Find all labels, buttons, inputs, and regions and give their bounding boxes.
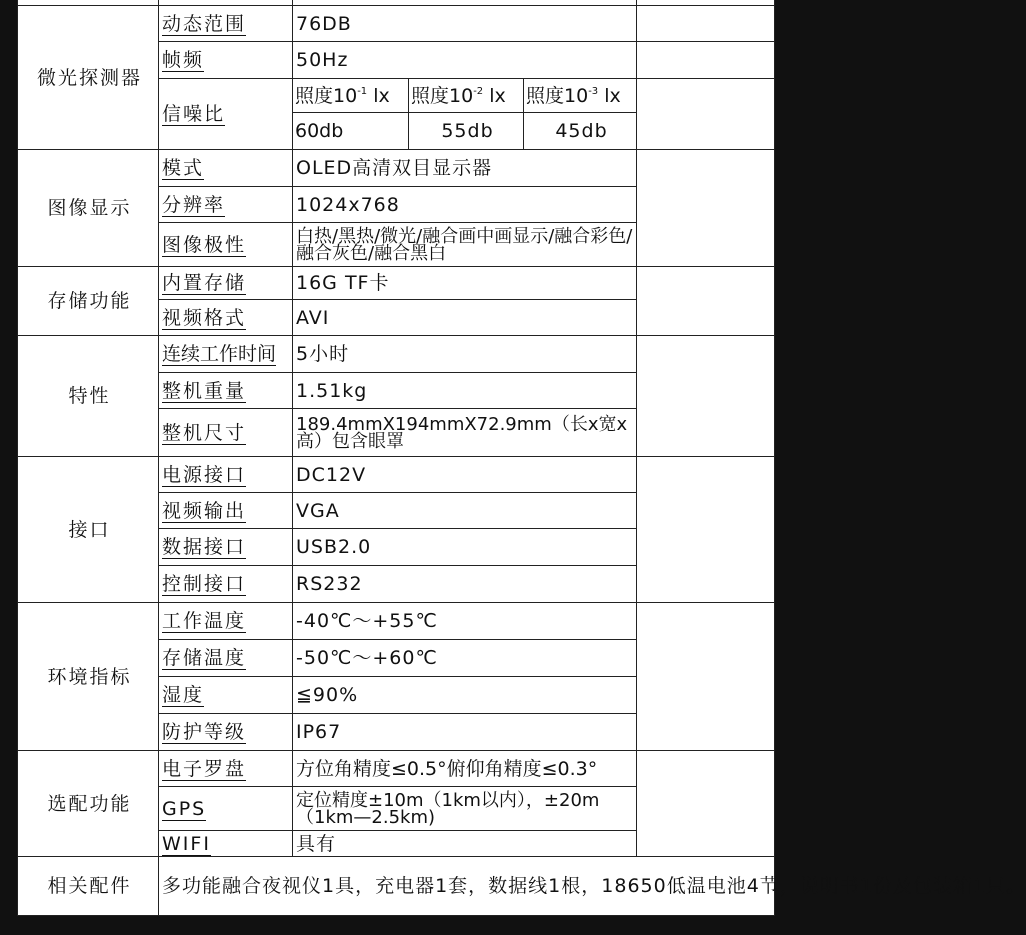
extra-cell bbox=[637, 42, 775, 79]
item-value: 76DB bbox=[293, 6, 637, 42]
category-optional: 选配功能 bbox=[18, 751, 159, 857]
table-row bbox=[18, 751, 775, 787]
item-label: WIFI bbox=[159, 831, 293, 857]
category-interface: 接口 bbox=[18, 457, 159, 603]
extra-cell bbox=[637, 751, 775, 857]
item-value: -50℃～+60℃ bbox=[293, 640, 637, 677]
item-label: 电子罗盘 bbox=[159, 751, 293, 787]
item-label: 视频输出 bbox=[159, 493, 293, 529]
item-value: USB2.0 bbox=[293, 529, 637, 566]
item-value: 16G TF卡 bbox=[293, 267, 637, 300]
category-accessories: 相关配件 bbox=[18, 857, 159, 916]
item-value: AVI bbox=[293, 300, 637, 336]
item-label: 整机尺寸 bbox=[159, 409, 293, 457]
extra-cell bbox=[637, 267, 775, 336]
item-label: GPS bbox=[159, 787, 293, 831]
item-label: 帧频 bbox=[159, 42, 293, 79]
item-label: 整机重量 bbox=[159, 373, 293, 409]
table-row bbox=[18, 150, 775, 187]
item-label: 湿度 bbox=[159, 677, 293, 714]
item-value: VGA bbox=[293, 493, 637, 529]
item-value: IP67 bbox=[293, 714, 637, 751]
table-row bbox=[18, 603, 775, 640]
category-display: 图像显示 bbox=[18, 150, 159, 267]
item-label: 连续工作时间 bbox=[159, 336, 293, 373]
item-label: 分辨率 bbox=[159, 187, 293, 223]
item-value: ≦90% bbox=[293, 677, 637, 714]
item-label: 信噪比 bbox=[159, 79, 293, 150]
item-label: 防护等级 bbox=[159, 714, 293, 751]
item-label: 存储温度 bbox=[159, 640, 293, 677]
item-label: 视频格式 bbox=[159, 300, 293, 336]
snr-value-1: 60db bbox=[293, 113, 409, 150]
accessories-value: 多功能融合夜视仪1具，充电器1套，数据线1根，18650低温电池4节，说明书1份及包装箱1只。 bbox=[159, 857, 775, 916]
category-environment: 环境指标 bbox=[18, 603, 159, 751]
spec-table bbox=[17, 0, 1026, 916]
extra-cell bbox=[637, 150, 775, 267]
table-row bbox=[18, 336, 775, 373]
snr-value-3: 45db bbox=[524, 113, 637, 150]
item-label: 模式 bbox=[159, 150, 293, 187]
extra-cell bbox=[637, 336, 775, 457]
snr-illum-1: 照度$10^{-1}$ lx bbox=[293, 79, 409, 113]
item-label: 图像极性 bbox=[159, 223, 293, 267]
table-row bbox=[18, 267, 775, 300]
item-label: 工作温度 bbox=[159, 603, 293, 640]
item-value: 白热/黑热/微光/融合画中画显示/融合彩色/融合灰色/融合黑白 bbox=[293, 223, 637, 267]
item-value: 50Hz bbox=[293, 42, 637, 79]
item-label: 数据接口 bbox=[159, 529, 293, 566]
item-value: 具有 bbox=[293, 831, 637, 857]
item-value: RS232 bbox=[293, 566, 637, 603]
extra-cell bbox=[637, 603, 775, 751]
item-label: 电源接口 bbox=[159, 457, 293, 493]
extra-cell bbox=[637, 457, 775, 603]
extra-cell bbox=[637, 6, 775, 42]
item-label: 动态范围 bbox=[159, 6, 293, 42]
snr-value-2: 55db bbox=[409, 113, 524, 150]
snr-illum-2: 照度$10^{-2}$ lx bbox=[409, 79, 524, 113]
category-micro: 微光探测器 bbox=[18, 6, 159, 150]
category-storage: 存储功能 bbox=[18, 267, 159, 336]
item-label: 内置存储 bbox=[159, 267, 293, 300]
item-value: 方位角精度≤0.5°俯仰角精度≤0.3° bbox=[293, 751, 637, 787]
item-value: OLED高清双目显示器 bbox=[293, 150, 637, 187]
item-value: -40℃～+55℃ bbox=[293, 603, 637, 640]
item-value: 1.51kg bbox=[293, 373, 637, 409]
item-value: 定位精度±10m（1km以内），±20m（1km—2.5km) bbox=[293, 787, 637, 831]
item-value: 189.4mmX194mmX72.9mm（长x宽x高）包含眼罩 bbox=[293, 409, 637, 457]
extra-cell bbox=[637, 79, 775, 150]
table-row bbox=[18, 857, 775, 916]
category-features: 特性 bbox=[18, 336, 159, 457]
table-row bbox=[18, 6, 775, 42]
item-value: 5小时 bbox=[293, 336, 637, 373]
item-value: DC12V bbox=[293, 457, 637, 493]
snr-illum-3: 照度$10^{-3}$ lx bbox=[524, 79, 637, 113]
item-label: 控制接口 bbox=[159, 566, 293, 603]
item-value: 1024x768 bbox=[293, 187, 637, 223]
table-row bbox=[18, 457, 775, 493]
